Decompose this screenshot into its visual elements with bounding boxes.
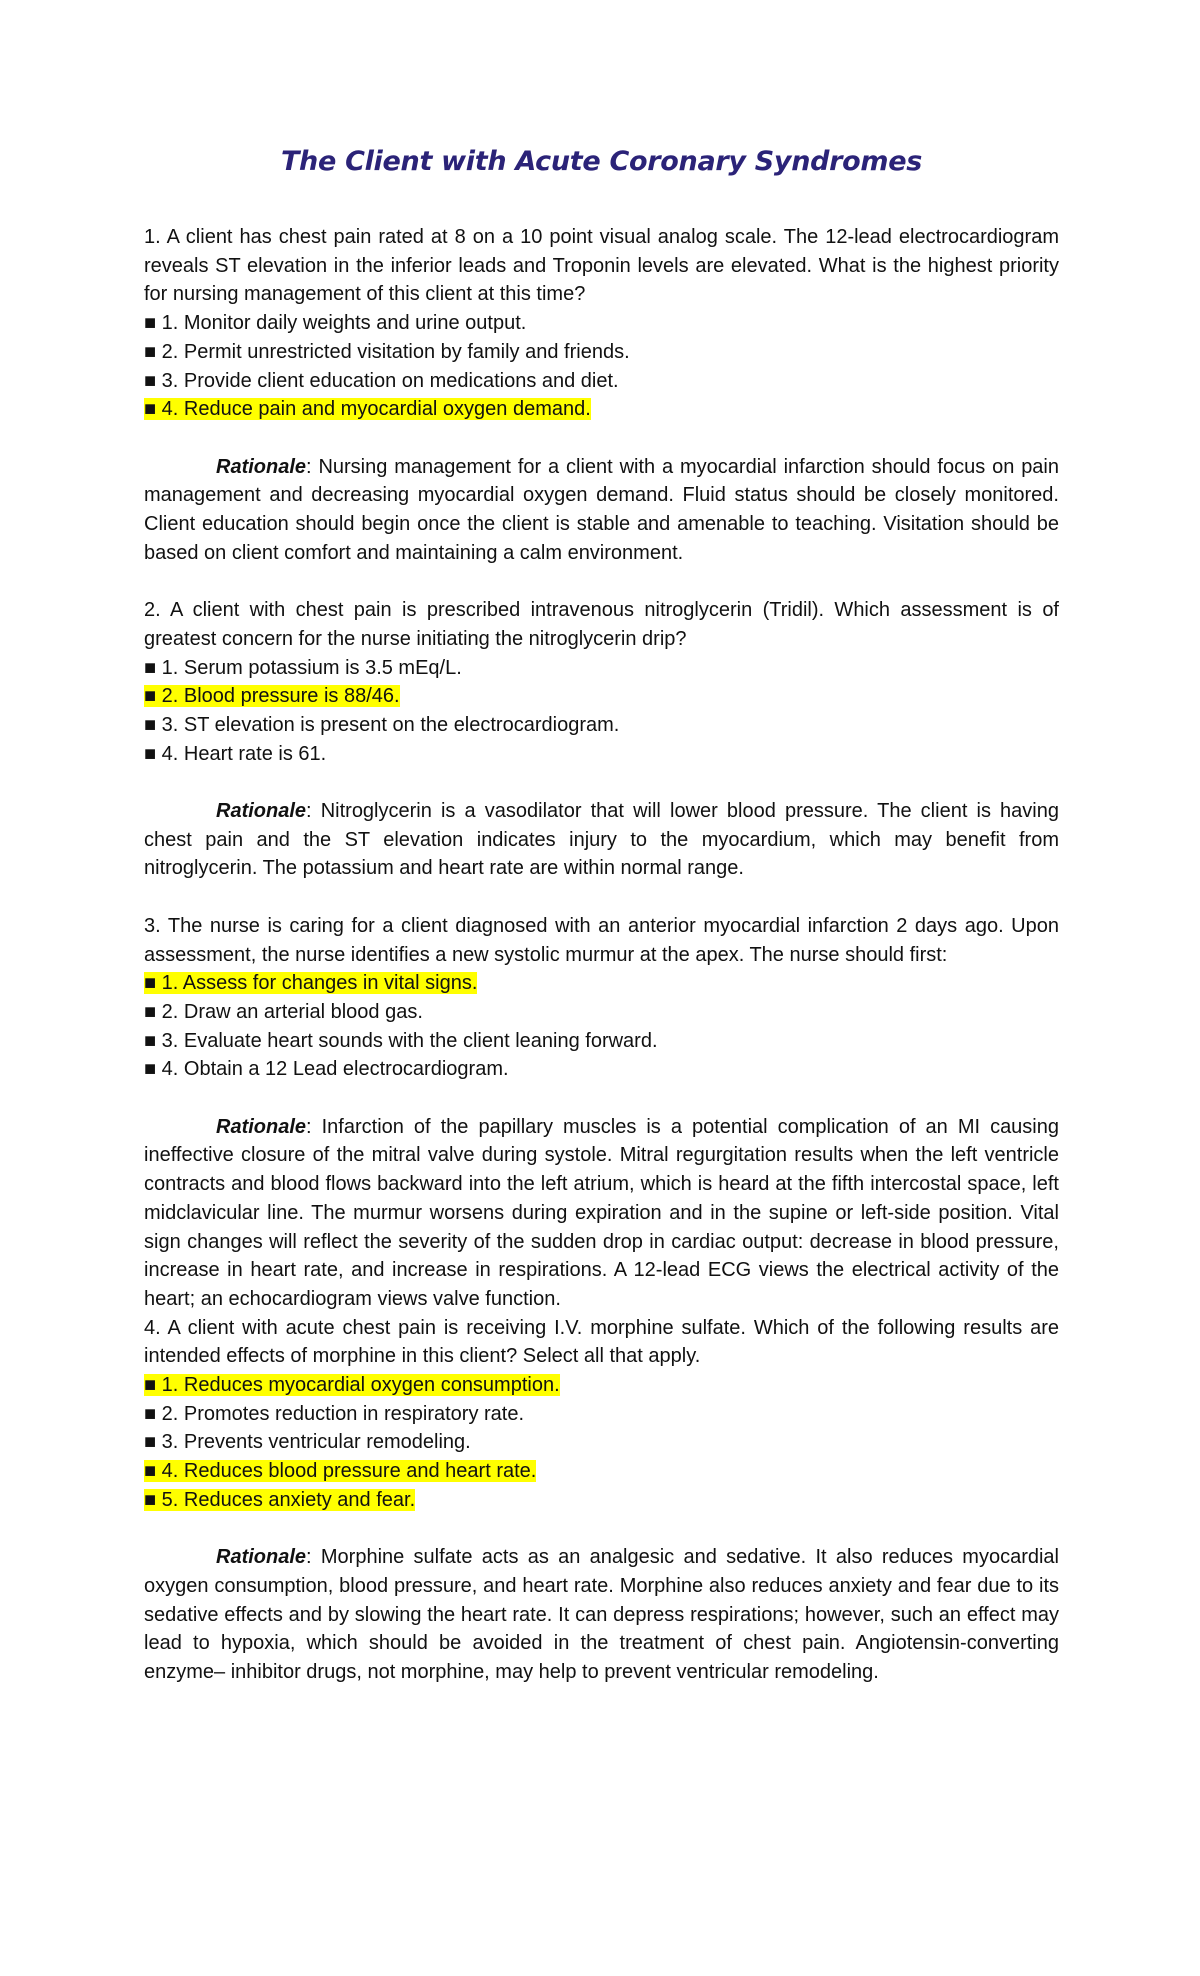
question-block [144, 1314, 1059, 1687]
answer-option [144, 1428, 1059, 1457]
option-text: 2. Permit unrestricted visitation by family and friends. [161, 340, 630, 363]
question-block [144, 912, 1059, 1314]
option-text: 1. Serum potassium is 3.5 mEq/L. [161, 656, 462, 679]
correct-answer-option [144, 682, 1059, 711]
option-text: 1. Assess for changes in vital signs. [161, 972, 478, 995]
rationale-label: Rationale [216, 455, 307, 478]
bullet-icon: ■ [144, 1431, 157, 1454]
question-block [144, 223, 1059, 596]
option-text: 1. Reduces myocardial oxygen consumption. [161, 1374, 560, 1397]
rationale-text: : Morphine sulfate acts as an analgesic and sedative. It also reduces myocardial oxygen consumption, blood pressure, and heart rate. Morphine also reduces anxiety and fear due to its sedative effects and by slowing the heart rate. It can depress respirations; however, such an effect may lead to hypoxia, which should be avoided in the treatment of chest pain. Angiotensin-converting enzyme– inhibitor drugs, not morphine, may help to prevent ventricular remodeling. [144, 1546, 1059, 1684]
option-text: 4. Heart rate is 61. [161, 742, 327, 765]
rationale [144, 1113, 1059, 1314]
option-text: 2. Promotes reduction in respiratory rate. [161, 1402, 525, 1425]
answer-option [144, 1400, 1059, 1429]
rationale [144, 453, 1059, 568]
bullet-icon: ■ [144, 1000, 157, 1023]
correct-answer-option [144, 1371, 1059, 1400]
rationale [144, 797, 1059, 883]
bullet-icon: ■ [144, 742, 157, 765]
bullet-icon: ■ [144, 685, 157, 708]
answer-option [144, 1027, 1059, 1056]
bullet-icon: ■ [144, 1029, 157, 1052]
answer-option [144, 367, 1059, 396]
page-title: The Client with Acute Coronary Syndromes [280, 146, 923, 177]
correct-answer-option [144, 395, 1059, 424]
answer-option [144, 740, 1059, 769]
answer-option [144, 309, 1059, 338]
option-text: 1. Monitor daily weights and urine output. [161, 312, 527, 335]
option-text: 3. Provide client education on medications and diet. [161, 369, 619, 392]
answer-option [144, 338, 1059, 367]
bullet-icon: ■ [144, 1374, 157, 1397]
correct-answer-option [144, 969, 1059, 998]
option-text: 2. Blood pressure is 88/46. [161, 685, 400, 708]
rationale-label: Rationale [216, 1546, 307, 1569]
option-text: 5. Reduces anxiety and fear. [161, 1488, 416, 1511]
option-text: 3. ST elevation is present on the electrocardiogram. [161, 713, 620, 736]
option-text: 3. Prevents ventricular remodeling. [161, 1431, 471, 1454]
option-text: 3. Evaluate heart sounds with the client leaning forward. [161, 1029, 658, 1052]
option-text: 4. Reduces blood pressure and heart rate. [161, 1460, 537, 1483]
bullet-icon: ■ [144, 369, 157, 392]
bullet-icon: ■ [144, 398, 157, 421]
bullet-icon: ■ [144, 1488, 157, 1511]
answer-option [144, 711, 1059, 740]
answer-option [144, 998, 1059, 1027]
rationale [144, 1543, 1059, 1687]
question-stem: 3. The nurse is caring for a client diagnosed with an anterior myocardial infarction 2 days ago. Upon assessment, the nurse identifies a new systolic murmur at the apex. The nurse should first: [144, 914, 1059, 966]
correct-answer-option [144, 1486, 1059, 1515]
question-stem: 2. A client with chest pain is prescribed intravenous nitroglycerin (Tridil). Which assessment is of greatest concern for the nurse initiating the nitroglycerin drip? [144, 599, 1059, 650]
rationale-label: Rationale [216, 800, 307, 823]
bullet-icon: ■ [144, 713, 157, 736]
correct-answer-option [144, 1457, 1059, 1486]
bullet-icon: ■ [144, 1460, 157, 1483]
rationale-text: : Nitroglycerin is a vasodilator that will lower blood pressure. The client is having chest pain and the ST elevation indicates injury to the myocardium, which may benefit from nitroglycerin. The potassium and heart rate are within normal range. [144, 800, 1059, 880]
bullet-icon: ■ [144, 1058, 157, 1081]
bullet-icon: ■ [144, 340, 157, 363]
rationale-text: : Infarction of the papillary muscles is a potential complication of an MI causing ineffective closure of the mitral valve during systole. Mitral regurgitation results when the left ventricle contracts and blood flows backward into the left atrium, which is heard at the fifth intercostal space, left midclavicular line. The murmur worsens during expiration and in the supine or left-side position. Vital sign changes will reflect the severity of the sudden drop in cardiac output: decrease in blood pressure, increase in heart rate, and increase in respirations. A 12-lead ECG views the electrical activity of the heart; an echocardiogram views valve function. [144, 1115, 1059, 1310]
answer-option [144, 1055, 1059, 1084]
option-text: 2. Draw an arterial blood gas. [161, 1000, 423, 1023]
bullet-icon: ■ [144, 656, 157, 679]
option-text: 4. Reduce pain and myocardial oxygen demand. [161, 398, 591, 421]
option-text: 4. Obtain a 12 Lead electrocardiogram. [161, 1058, 509, 1081]
bullet-icon: ■ [144, 312, 157, 335]
bullet-icon: ■ [144, 972, 157, 995]
rationale-label: Rationale [216, 1115, 307, 1138]
bullet-icon: ■ [144, 1402, 157, 1425]
question-stem: 1. A client has chest pain rated at 8 on a 10 point visual analog scale. The 12-lead electrocardiogram reveals ST elevation in the inferior leads and Troponin levels are elevated. What is the highest priority for nursing management of this client at this time? [144, 226, 1059, 306]
question-block [144, 596, 1059, 912]
document-content [144, 223, 1059, 1687]
rationale-text: : Nursing management for a client with a myocardial infarction should focus on pain management and decreasing myocardial oxygen demand. Fluid status should be closely monitored. Client education should begin once the client is stable and amenable to teaching. Visitation should be based on client comfort and maintaining a calm environment. [144, 455, 1059, 564]
answer-option [144, 654, 1059, 683]
question-stem: 4. A client with acute chest pain is receiving I.V. morphine sulfate. Which of the following results are intended effects of morphine in this client? Select all that apply. [144, 1316, 1059, 1368]
